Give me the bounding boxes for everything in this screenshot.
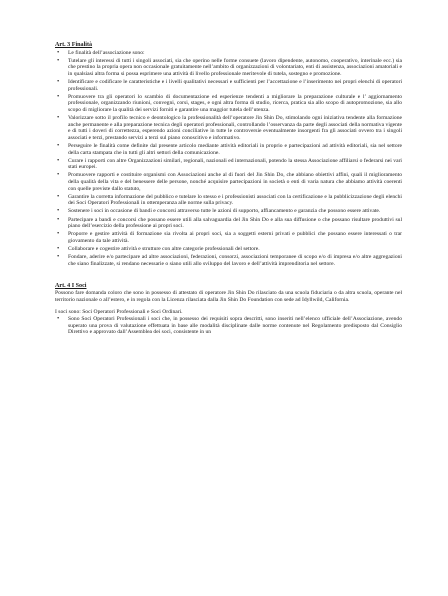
list-item: • Perseguire le finalità come definite dal presente articolo mediante attività editoriali in proprio e partecipazioni ad attività editoriali, sia nel settore della carta stampata che in tutti gli altri settori della comunicazione.	[57, 141, 402, 156]
list-item: • Valorizzare sotto il profilo tecnico e deontologico la professionalità dell’operatore Jin Shin Do, stimolando ogni iniziativa tendente alla formazione anche permanente e alla preparazione tecnica degli operatori professionali, controllando l’osservanza da parte degli associati della normativa vigente e di tutti i doveri di correttezza, esperendo azioni conciliative in tutte le controversie eventualmente insorgenti fra gli associati ovvero tra i singoli associati e terzi, prestando servizi a terzi sul piano conoscitivo e informativo.	[57, 113, 402, 141]
list-item: • Promuovere tra gli operatori lo scambio di documentazione ed esperienze tendenti a migliorare la preparazione culturale e l’ aggiornamento professionale, organizzando riunioni, convegni, corsi, stages, e ogni altra forma di studio, ricerca, pratica sia allo scopo di autopromozione, sia allo scopo di migliorare la qualità dei servizi forniti e garantire una maggior tutela dell’utenza.	[57, 92, 402, 113]
list-item: • Tutelare gli interessi di tutti i singoli associati, sia che operino nelle forme consuete (lavoro dipendente, autonomo, cooperativo, interinale ecc.) sia che prestino la propria opera non occasionale gratuitamente nell’ambito di organizzazioni di volontariato, enti di assistenza, associazioni amatoriali e in qualsiasi altra forma si possa esprimere una attività di livello professionale meritevole di tutela, sostegno e promozione.	[57, 56, 402, 77]
list-item: • Partecipare a bandi e concorsi che possano essere utili alla salvaguardia del Jin Shin Do e alla sua diffusione o che possano risultare produttivi sul piano dell’esercizio della professione ai propri soci.	[57, 215, 402, 230]
bullet-icon: •	[57, 171, 60, 179]
bullet-icon: •	[57, 92, 60, 100]
bullet-icon: •	[57, 215, 60, 223]
list-item: • Sostenere i soci in occasione di bandi e concorsi attraverso tutte le azioni di supporto, affiancamento e garanzia che possono essere attivate.	[57, 207, 381, 215]
list-item: • Sono Soci Operatori Professionali i soci che, in possesso dei requisiti sopra descritti, sono inseriti nell’elenco ufficiale dell’Associazione, avendo superato una prova di valutazione effettuata in base alle modalità disciplinate dalle norme contenute nel Regolamento predisposto dal Consiglio Direttivo e approvato dall’Assemblea dei soci, consistente in un	[57, 315, 402, 336]
bullet-icon: •	[57, 48, 60, 56]
bullet-icon: •	[57, 315, 60, 323]
document-page	[55, 42, 402, 337]
bullet-icon: •	[57, 192, 60, 200]
art3-heading: Art. 3 Finalità	[55, 42, 93, 48]
bullet-icon: •	[57, 56, 60, 64]
bullet-icon: •	[57, 207, 60, 215]
art3-list	[55, 50, 402, 268]
list-item: • Garantire la corretta informazione del pubblico e tutelare lo stesso e i professionisti associati con la certificazione e la pubblicizzazione degli elenchi dei Soci Operatori Professionali in ottemperanza alle norme sulla privacy.	[57, 192, 402, 207]
section-spacer	[55, 269, 402, 283]
list-item: • Fondare, aderire e/o partecipare ad altre associazioni, federazioni, consorzi, associazioni temporanee di scopo e/o di impresa e/o altre aggregazioni che siano finalizzate, si rendano necessarie o siano utili allo sviluppo del lavoro e dell’attività imprenditoria nel settore.	[57, 252, 402, 267]
list-item: • Curare i rapporti con altre Organizzazioni similari, regionali, nazionali ed internazionali, potendo la stessa Associazione affiliarsi o federarsi nei vari stati europei.	[57, 156, 402, 171]
art4-list	[55, 316, 402, 336]
art4-paragraph: Possono fare domanda coloro che sono in possesso di attestato di operatore Jin Shin Do rilasciato da una scuola fiduciaria o da altra scuola, operante nel territorio nazionale o all’estero, e in regola con la Licenza rilasciata dalla Jin Shin Do Foundation con sede ad Idyllwild, California.	[55, 290, 402, 303]
bullet-icon: •	[57, 244, 60, 252]
list-item: • Identificare e codificare le caratteristiche e i livelli qualitativi necessari e sufficienti per l’accettazione e l’inserimento nei propri elenchi di operatori professionali.	[57, 77, 402, 92]
bullet-icon: •	[57, 141, 60, 149]
art4-heading: Art. 4 I Soci	[55, 282, 87, 289]
list-item: • Collaborare e cogestire attività e strutture con altre categorie professionali del settore.	[57, 244, 260, 252]
bullet-icon: •	[57, 252, 60, 260]
bullet-icon: •	[57, 77, 60, 85]
bullet-icon: •	[57, 156, 60, 164]
list-item: • Proporre e gestire attività di formazione sia rivolta ai propri soci, sia a soggetti esterni privati e pubblici che possano essere interessati o trar giovamento da tale attività.	[57, 230, 402, 244]
art4-members-intro: I soci sono: Soci Operatori Professionali e Soci Ordinari.	[55, 309, 183, 316]
bullet-icon: •	[57, 230, 60, 238]
list-item: • Promuovere rapporti e costituire organismi con Associazioni anche al di fuori del Jin Shin Do, che abbiano obiettivi affini, quali il miglioramento della qualità della vita e del benessere delle persone, nonché acquisire partecipazioni in società o enti di varia natura che abbiamo attività coerenti con quelle previste dallo statuto,	[57, 171, 402, 192]
list-item: • Le finalità dell’associazione sono:	[57, 48, 145, 56]
bullet-icon: •	[57, 113, 60, 121]
